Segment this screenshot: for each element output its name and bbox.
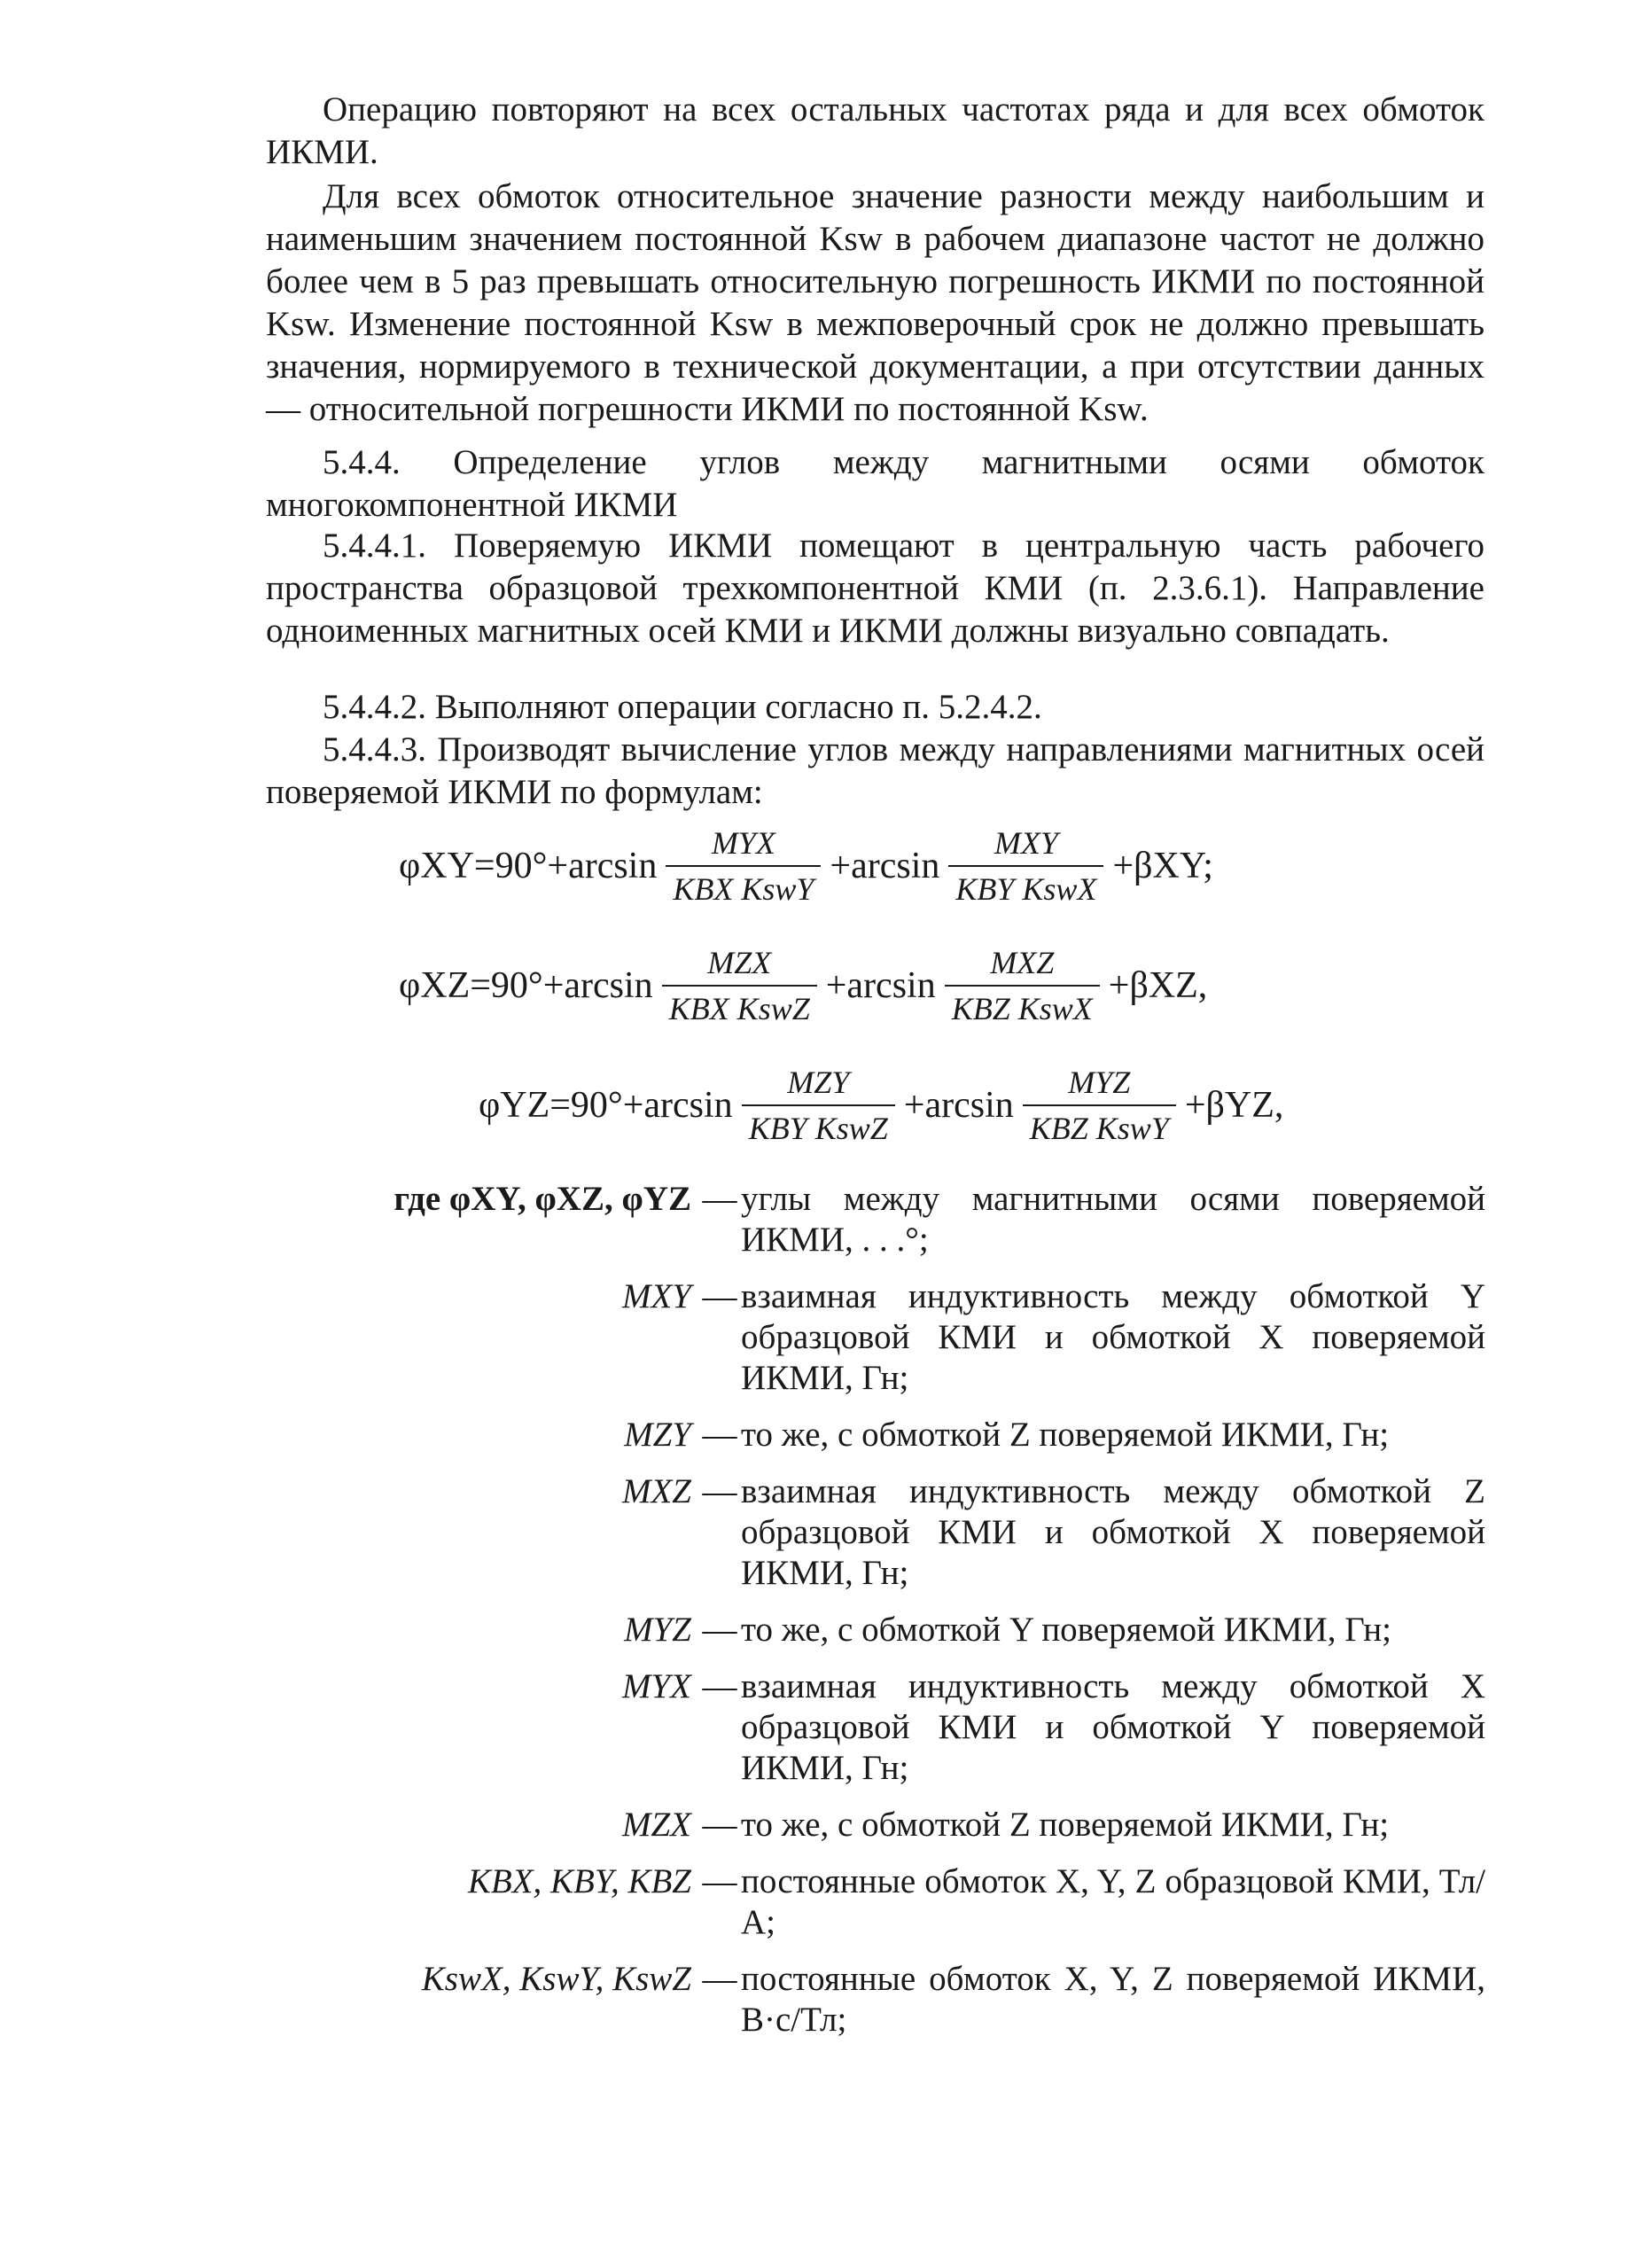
paragraph-6: 5.4.4.3. Производят вычисление углов между направлениями магнитных осей поверяемой ИКМИ по формулам: — [266, 730, 1484, 811]
formula-mid: +arcsin — [830, 846, 940, 886]
formula-phi-xz — [399, 944, 1207, 1027]
definition-symbol: MYZ — [624, 1611, 691, 1649]
definition-dash: — — [702, 1277, 737, 1315]
definition-row — [266, 1276, 1489, 1399]
formula-lhs: φXZ=90°+arcsin — [399, 965, 653, 1006]
fraction — [742, 1064, 895, 1147]
formula-phi-yz — [479, 1064, 1283, 1147]
denominator: KBY KswX — [948, 865, 1103, 908]
numerator: MXY — [994, 825, 1058, 861]
definition-text: взаимная индуктивность между обмоткой X образцовой КМИ и обмоткой Y поверяемой ИКМИ, Гн; — [741, 1667, 1485, 1787]
definition-text: то же, с обмоткой Z поверяемой ИКМИ, Гн; — [741, 1806, 1390, 1844]
numerator: MYZ — [1068, 1065, 1131, 1100]
formula-tail: +βXY; — [1112, 846, 1213, 886]
formula-mid: +arcsin — [903, 1085, 1014, 1126]
definition-row — [266, 1959, 1489, 2040]
numerator: MZX — [707, 945, 772, 980]
numerator: MYX — [711, 825, 775, 861]
definition-row — [266, 1610, 1489, 1650]
definition-text: углы между магнитными осями поверяемой ИКМИ, . . .°; — [741, 1180, 1485, 1259]
formula-tail: +βXZ, — [1108, 965, 1208, 1006]
definition-symbol: MZY — [624, 1416, 691, 1454]
definition-dash: — — [702, 1960, 737, 1998]
fraction — [948, 824, 1103, 908]
definition-text: то же, с обмоткой Y поверяемой ИКМИ, Гн; — [741, 1611, 1392, 1649]
denominator: KBY KswZ — [742, 1104, 895, 1147]
definition-symbol: MXY — [622, 1277, 691, 1315]
fraction — [1023, 1064, 1176, 1147]
denominator: KBZ KswY — [1023, 1104, 1176, 1147]
definition-dash: — — [702, 1862, 737, 1900]
definition-symbol: MZX — [622, 1806, 691, 1844]
numerator: MZY — [787, 1065, 850, 1100]
paragraph-4: 5.4.4.1. Поверяемую ИКМИ помещают в центральную часть рабочего пространства образцовой трехкомпонентной КМИ (п. 2.3.6.1). Направление одноименных магнитных осей КМИ и ИКМИ должны визуально совпадать. — [266, 527, 1484, 650]
definition-symbol: MYX — [622, 1667, 691, 1705]
definition-symbol: MXZ — [622, 1472, 691, 1510]
paragraph-2: Для всех обмоток относительное значение разности между наибольшим и наименьшим значением постоянной Ksw в рабочем диапазоне частот не должно более чем в 5 раз превышать относительную погрешность ИКМИ по постоянной Ksw. Изменение постоянной Ksw в межповерочный срок не должно превышать значения, нормируемого в технической документации, а при отсутствии данных — относительной погрешности ИКМИ по постоянной Ksw. — [266, 177, 1484, 428]
definition-row — [266, 1861, 1489, 1943]
formula-mid: +arcsin — [825, 965, 936, 1006]
formula-tail: +βYZ, — [1184, 1085, 1284, 1126]
definition-row — [266, 1179, 1489, 1260]
definition-text: то же, с обмоткой Z поверяемой ИКМИ, Гн; — [741, 1416, 1390, 1454]
definition-text: взаимная индуктивность между обмоткой Y образцовой КМИ и обмоткой X поверяемой ИКМИ, Гн; — [741, 1277, 1485, 1397]
fraction — [666, 824, 821, 908]
paragraph-5: 5.4.4.2. Выполняют операции согласно п. 5.2.4.2. — [323, 688, 1042, 726]
definition-row — [266, 1471, 1489, 1594]
paragraph-1: Операцию повторяют на всех остальных частотах ряда и для всех обмоток ИКМИ. — [266, 90, 1484, 171]
numerator: MXZ — [990, 945, 1055, 980]
denominator: KBX KswY — [666, 865, 821, 908]
definition-dash: — — [702, 1806, 737, 1844]
definition-symbol: где φXY, φXZ, φYZ — [394, 1180, 691, 1218]
formula-phi-xy — [399, 824, 1213, 908]
definition-dash: — — [702, 1472, 737, 1510]
definition-row — [266, 1805, 1489, 1845]
denominator: KBZ KswX — [945, 985, 1100, 1027]
formula-lhs: φYZ=90°+arcsin — [479, 1085, 733, 1126]
definition-dash: — — [702, 1611, 737, 1649]
definition-row — [266, 1666, 1489, 1789]
definition-dash: — — [702, 1416, 737, 1454]
definition-text: взаимная индуктивность между обмоткой Z образцовой КМИ и обмоткой X поверяемой ИКМИ, Гн; — [741, 1472, 1485, 1592]
definition-symbol: KBX, KBY, KBZ — [467, 1862, 691, 1900]
denominator: KBX KswZ — [662, 985, 817, 1027]
definition-text: постоянные обмоток X, Y, Z образцовой КМИ, Тл/А; — [741, 1862, 1485, 1941]
definitions-list — [266, 1179, 1489, 2040]
definition-row — [266, 1415, 1489, 1455]
fraction — [945, 944, 1100, 1027]
definition-dash: — — [702, 1180, 737, 1218]
formula-lhs: φXY=90°+arcsin — [399, 846, 658, 886]
definition-dash: — — [702, 1667, 737, 1705]
fraction — [662, 944, 817, 1027]
paragraph-3-heading: 5.4.4. Определение углов между магнитными осями обмоток многокомпонентной ИКМИ — [266, 443, 1484, 524]
definition-text: постоянные обмоток X, Y, Z поверяемой ИКМИ, В·с/Тл; — [741, 1960, 1485, 2039]
definition-symbol: KswX, KswY, KswZ — [421, 1960, 691, 1998]
